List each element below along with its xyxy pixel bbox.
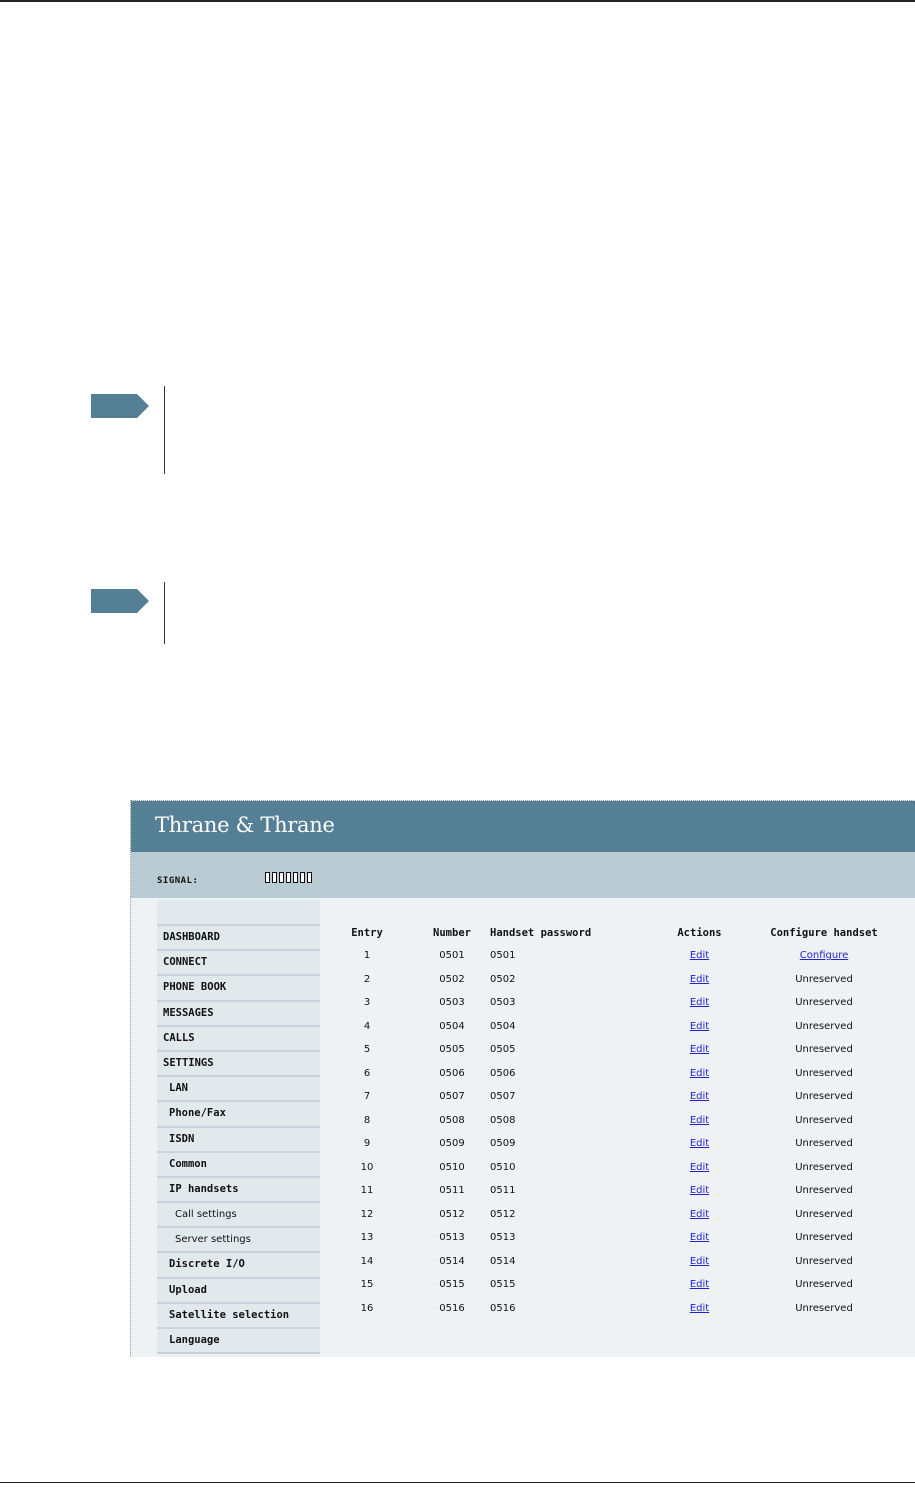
entry-cell: 8 — [363, 1114, 371, 1126]
table-row — [320, 1156, 891, 1180]
edit-link[interactable]: Edit — [689, 950, 710, 962]
table-row — [320, 1015, 891, 1039]
entry-cell: 13 — [360, 1232, 374, 1244]
edit-cell — [642, 991, 757, 1015]
status-cell: Unreserved — [795, 973, 853, 985]
nav-item-server-settings[interactable]: Server settings — [157, 1228, 320, 1253]
page-top-rule — [0, 0, 915, 2]
sidebar-nav — [157, 900, 320, 1354]
password-cell: 0502 — [490, 973, 516, 985]
edit-cell — [642, 1156, 757, 1180]
edit-link[interactable]: Edit — [689, 1279, 710, 1291]
column-header-number: Number — [433, 927, 471, 939]
password-cell: 0511 — [490, 1185, 516, 1197]
entry-cell: 7 — [363, 1091, 371, 1103]
password-cell: 0506 — [490, 1067, 516, 1079]
note-divider — [164, 386, 165, 474]
edit-link[interactable]: Edit — [689, 1208, 710, 1220]
number-cell: 0505 — [439, 1044, 465, 1056]
edit-link[interactable]: Edit — [689, 1185, 710, 1197]
edit-link[interactable]: Edit — [689, 1020, 710, 1032]
nav-item-common[interactable]: Common — [157, 1153, 320, 1178]
table-row — [320, 1085, 891, 1109]
number-cell: 0503 — [439, 997, 465, 1009]
note-arrow-icon — [91, 394, 149, 418]
nav-item-discrete-i-o[interactable]: Discrete I/O — [157, 1253, 320, 1278]
signal-label: SIGNAL: — [157, 876, 199, 886]
nav-item-settings[interactable]: SETTINGS — [157, 1052, 320, 1077]
edit-link[interactable]: Edit — [689, 1302, 710, 1314]
number-cell: 0514 — [439, 1255, 465, 1267]
edit-cell — [642, 1179, 757, 1203]
entry-cell: 11 — [360, 1185, 374, 1197]
edit-link[interactable]: Edit — [689, 1138, 710, 1150]
edit-cell — [642, 944, 757, 968]
status-cell: Unreserved — [795, 1044, 853, 1056]
status-cell: Unreserved — [795, 1114, 853, 1126]
entry-cell: 4 — [363, 1020, 371, 1032]
column-header-configure: Configure handset — [770, 927, 878, 939]
status-cell: Unreserved — [795, 1232, 853, 1244]
table-row — [320, 1109, 891, 1133]
edit-link[interactable]: Edit — [689, 1161, 710, 1173]
table-row — [320, 1273, 891, 1297]
entry-cell: 9 — [363, 1138, 371, 1150]
note-arrow-icon — [91, 589, 149, 613]
password-cell: 0503 — [490, 997, 516, 1009]
table-row — [320, 1250, 891, 1274]
edit-cell — [642, 1062, 757, 1086]
nav-item-phone-fax[interactable]: Phone/Fax — [157, 1102, 320, 1127]
web-interface-screenshot — [130, 800, 915, 1357]
signal-strength-indicator — [265, 872, 312, 883]
number-cell: 0501 — [439, 950, 465, 962]
edit-link[interactable]: Edit — [689, 973, 710, 985]
entry-cell: 3 — [363, 997, 371, 1009]
status-cell: Unreserved — [795, 1279, 853, 1291]
entry-cell: 16 — [360, 1302, 374, 1314]
table-row — [320, 1038, 891, 1062]
status-cell: Unreserved — [795, 1138, 853, 1150]
column-header-actions: Actions — [677, 927, 722, 939]
nav-item-call-settings[interactable]: Call settings — [157, 1203, 320, 1228]
password-cell: 0510 — [490, 1161, 516, 1173]
edit-cell — [642, 968, 757, 992]
edit-link[interactable]: Edit — [689, 1044, 710, 1056]
nav-item-connect[interactable]: CONNECT — [157, 951, 320, 976]
status-cell: Unreserved — [795, 1161, 853, 1173]
edit-link[interactable]: Edit — [689, 1091, 710, 1103]
edit-cell — [642, 1226, 757, 1250]
nav-item-lan[interactable]: LAN — [157, 1077, 320, 1102]
edit-cell — [642, 1038, 757, 1062]
edit-cell — [642, 1085, 757, 1109]
number-cell: 0504 — [439, 1020, 465, 1032]
nav-item-isdn[interactable]: ISDN — [157, 1128, 320, 1153]
brand-logo: Thrane & Thrane — [155, 813, 335, 837]
number-cell: 0512 — [439, 1208, 465, 1220]
signal-bar — [300, 872, 305, 883]
nav-item-language[interactable]: Language — [157, 1329, 320, 1354]
edit-cell — [642, 1250, 757, 1274]
status-cell: Unreserved — [795, 1091, 853, 1103]
entry-cell: 10 — [360, 1161, 374, 1173]
number-cell: 0510 — [439, 1161, 465, 1173]
signal-band — [131, 852, 915, 898]
edit-cell — [642, 1203, 757, 1227]
edit-link[interactable]: Edit — [689, 1114, 710, 1126]
table-row — [320, 1132, 891, 1156]
nav-item-phone-book[interactable]: PHONE BOOK — [157, 976, 320, 1001]
table-row — [320, 944, 891, 968]
edit-cell — [642, 1297, 757, 1321]
password-cell: 0516 — [490, 1302, 516, 1314]
ip-handsets-table — [320, 922, 891, 1320]
edit-cell — [642, 1132, 757, 1156]
password-cell: 0514 — [490, 1255, 516, 1267]
password-cell: 0507 — [490, 1091, 516, 1103]
table-row — [320, 991, 891, 1015]
entry-cell: 12 — [360, 1208, 374, 1220]
edit-cell — [642, 1109, 757, 1133]
status-cell: Unreserved — [795, 1067, 853, 1079]
entry-cell: 14 — [360, 1255, 374, 1267]
number-cell: 0515 — [439, 1279, 465, 1291]
number-cell: 0509 — [439, 1138, 465, 1150]
page-bottom-rule — [0, 1482, 915, 1483]
status-cell: Unreserved — [795, 1302, 853, 1314]
configure-link[interactable]: Configure — [799, 950, 849, 962]
password-cell: 0515 — [490, 1279, 516, 1291]
signal-bar — [279, 872, 284, 883]
number-cell: 0516 — [439, 1302, 465, 1314]
edit-link[interactable]: Edit — [689, 997, 710, 1009]
nav-item-messages[interactable]: MESSAGES — [157, 1002, 320, 1027]
edit-link[interactable]: Edit — [689, 1232, 710, 1244]
status-cell: Unreserved — [795, 1255, 853, 1267]
table-row — [320, 968, 891, 992]
password-cell: 0505 — [490, 1044, 516, 1056]
status-cell: Unreserved — [795, 1208, 853, 1220]
status-cell: Unreserved — [795, 997, 853, 1009]
configure-cell — [757, 944, 891, 968]
nav-item-dashboard[interactable]: DASHBOARD — [157, 926, 320, 951]
nav-item-ip-handsets[interactable]: IP handsets — [157, 1178, 320, 1203]
note-divider — [164, 582, 165, 644]
signal-bar — [265, 872, 270, 883]
signal-bar — [307, 872, 312, 883]
signal-bar — [272, 872, 277, 883]
password-cell: 0501 — [490, 950, 516, 962]
number-cell: 0502 — [439, 973, 465, 985]
password-cell: 0508 — [490, 1114, 516, 1126]
table-header-row — [320, 922, 891, 944]
edit-link[interactable]: Edit — [689, 1067, 710, 1079]
status-cell: Unreserved — [795, 1020, 853, 1032]
status-cell: Unreserved — [795, 1185, 853, 1197]
nav-item-calls[interactable]: CALLS — [157, 1027, 320, 1052]
entry-cell: 6 — [363, 1067, 371, 1079]
password-cell: 0509 — [490, 1138, 516, 1150]
brand-header — [131, 801, 915, 852]
table-row — [320, 1226, 891, 1250]
number-cell: 0513 — [439, 1232, 465, 1244]
password-cell: 0512 — [490, 1208, 516, 1220]
table-row — [320, 1297, 891, 1321]
nav-spacer — [157, 900, 320, 926]
entry-cell: 1 — [363, 950, 371, 962]
main-content — [320, 898, 915, 1357]
nav-item-satellite-selection[interactable]: Satellite selection — [157, 1304, 320, 1329]
number-cell: 0506 — [439, 1067, 465, 1079]
edit-link[interactable]: Edit — [689, 1255, 710, 1267]
password-cell: 0513 — [490, 1232, 516, 1244]
edit-cell — [642, 1273, 757, 1297]
entry-cell: 5 — [363, 1044, 371, 1056]
entry-cell: 2 — [363, 973, 371, 985]
column-header-entry: Entry — [351, 927, 383, 939]
column-header-password: Handset password — [490, 927, 592, 939]
edit-cell — [642, 1015, 757, 1039]
password-cell: 0504 — [490, 1020, 516, 1032]
signal-bar — [293, 872, 298, 883]
signal-bar — [286, 872, 291, 883]
entry-cell: 15 — [360, 1279, 374, 1291]
number-cell: 0507 — [439, 1091, 465, 1103]
number-cell: 0511 — [439, 1185, 465, 1197]
table-row — [320, 1179, 891, 1203]
number-cell: 0508 — [439, 1114, 465, 1126]
table-row — [320, 1203, 891, 1227]
table-row — [320, 1062, 891, 1086]
nav-item-upload[interactable]: Upload — [157, 1279, 320, 1304]
